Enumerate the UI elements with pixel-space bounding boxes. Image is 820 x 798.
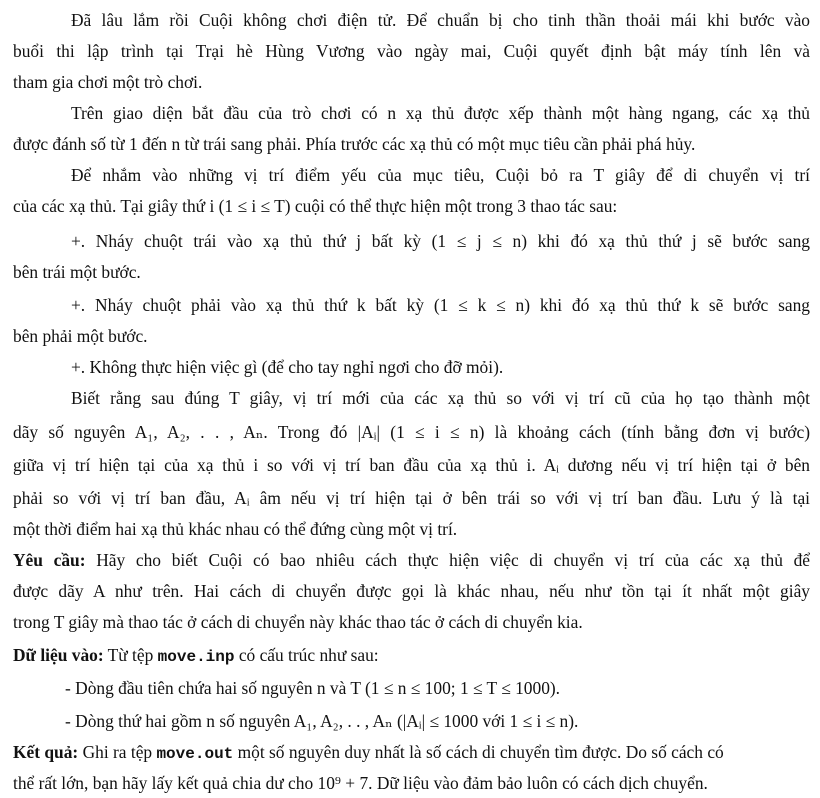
input-item-1: - Dòng đầu tiên chứa hai số nguyên n và T (1 ≤ n ≤ 100; 1 ≤ T ≤ 1000). xyxy=(65,678,561,698)
paragraph-intro-line-1: Đã lâu lắm rồi Cuội không chơi điện tử. Để chuẩn bị cho tinh thần thoải mái khi bước vào xyxy=(71,10,810,30)
input-label: Dữ liệu vào: xyxy=(13,645,104,665)
input-post: có cấu trúc như sau: xyxy=(234,645,379,665)
operation-right-click-line-1: +. Nháy chuột phải vào xạ thủ thứ k bất kỳ (1 ≤ k ≤ n) khi đó xạ thủ thứ k sẽ bước sang xyxy=(71,295,810,315)
operation-left-click-line-2: bên trái một bước. xyxy=(13,262,141,282)
paragraph-intro-line-2: buổi thi lập trình tại Trại hè Hùng Vương vào ngày mai, Cuội quyết định bật máy tính lên và xyxy=(13,41,810,61)
paragraph-result-line-3: giữa vị trí hiện tại của xạ thủ i so với vị trí ban đầu của xạ thủ i. Aᵢ dương nếu vị trí hiện tại ở bên xyxy=(13,455,810,475)
requirement-line-1 xyxy=(13,548,810,574)
requirement-line-2: được dãy A như trên. Hai cách di chuyển được gọi là khác nhau, nếu như tồn tại ít nhất một giây xyxy=(13,581,810,601)
paragraph-result-line-1: Biết rằng sau đúng T giây, vị trí mới của các xạ thủ so với vị trí cũ của họ tạo thành một xyxy=(71,388,810,408)
requirement-label: Yêu cầu: xyxy=(13,550,86,570)
paragraph-time-line-2: của các xạ thủ. Tại giây thứ i (1 ≤ i ≤ T) cuội có thể thực hiện một trong 3 thao tác sau: xyxy=(13,196,618,216)
output-line-2: thể rất lớn, bạn hãy lấy kết quả chia dư cho 10⁹ + 7. Dữ liệu vào đảm bảo luôn có cách dịch chuyển. xyxy=(13,773,708,793)
output-line-1 xyxy=(13,740,810,766)
output-filename: move.out xyxy=(156,745,234,763)
requirement-text-1: Hãy cho biết Cuội có bao nhiêu cách thực hiện việc di chuyển vị trí của các xạ thủ để xyxy=(85,550,810,570)
input-filename: move.inp xyxy=(157,648,235,666)
input-item-2: - Dòng thứ hai gồm n số nguyên A₁, A₂, . . , Aₙ (|Aᵢ| ≤ 1000 với 1 ≤ i ≤ n). xyxy=(65,711,579,731)
operation-left-click-line-1: +. Nháy chuột trái vào xạ thủ thứ j bất kỳ (1 ≤ j ≤ n) khi đó xạ thủ thứ j sẽ bước sang xyxy=(71,231,810,251)
output-pre: Ghi ra tệp xyxy=(78,742,157,762)
operation-idle: +. Không thực hiện việc gì (để cho tay nghỉ ngơi cho đỡ mỏi). xyxy=(71,357,504,377)
requirement-line-3: trong T giây mà thao tác ở cách di chuyển này khác thao tác ở cách di chuyển kia. xyxy=(13,612,583,632)
input-pre: Từ tệp xyxy=(103,645,158,665)
paragraph-time-line-1: Để nhắm vào những vị trí điểm yếu của mục tiêu, Cuội bỏ ra T giây để di chuyển vị trí xyxy=(71,165,810,185)
paragraph-intro-line-3: tham gia chơi một trò chơi. xyxy=(13,72,203,92)
paragraph-result-line-2: dãy số nguyên A₁, A₂, . . , Aₙ. Trong đó |Aᵢ| (1 ≤ i ≤ n) là khoảng cách (tính bằng đơn vị bước) xyxy=(13,422,810,442)
paragraph-game-line-1: Trên giao diện bắt đầu của trò chơi có n xạ thủ được xếp thành một hàng ngang, các xạ thủ xyxy=(71,103,810,123)
paragraph-result-line-5: một thời điểm hai xạ thủ khác nhau có thể đứng cùng một vị trí. xyxy=(13,519,458,539)
output-post: một số nguyên duy nhất là số cách di chuyển tìm được. Do số cách có xyxy=(233,742,724,762)
input-heading xyxy=(13,643,810,669)
paragraph-result-line-4: phải so với vị trí ban đầu, Aᵢ âm nếu vị trí hiện tại ở bên trái so với vị trí ban đầu. Lưu ý là tại xyxy=(13,488,810,508)
paragraph-game-line-2: được đánh số từ 1 đến n từ trái sang phải. Phía trước các xạ thủ có một mục tiêu cần phải phá hủy. xyxy=(13,134,696,154)
output-label: Kết quả: xyxy=(13,742,79,762)
operation-right-click-line-2: bên phải một bước. xyxy=(13,326,148,346)
